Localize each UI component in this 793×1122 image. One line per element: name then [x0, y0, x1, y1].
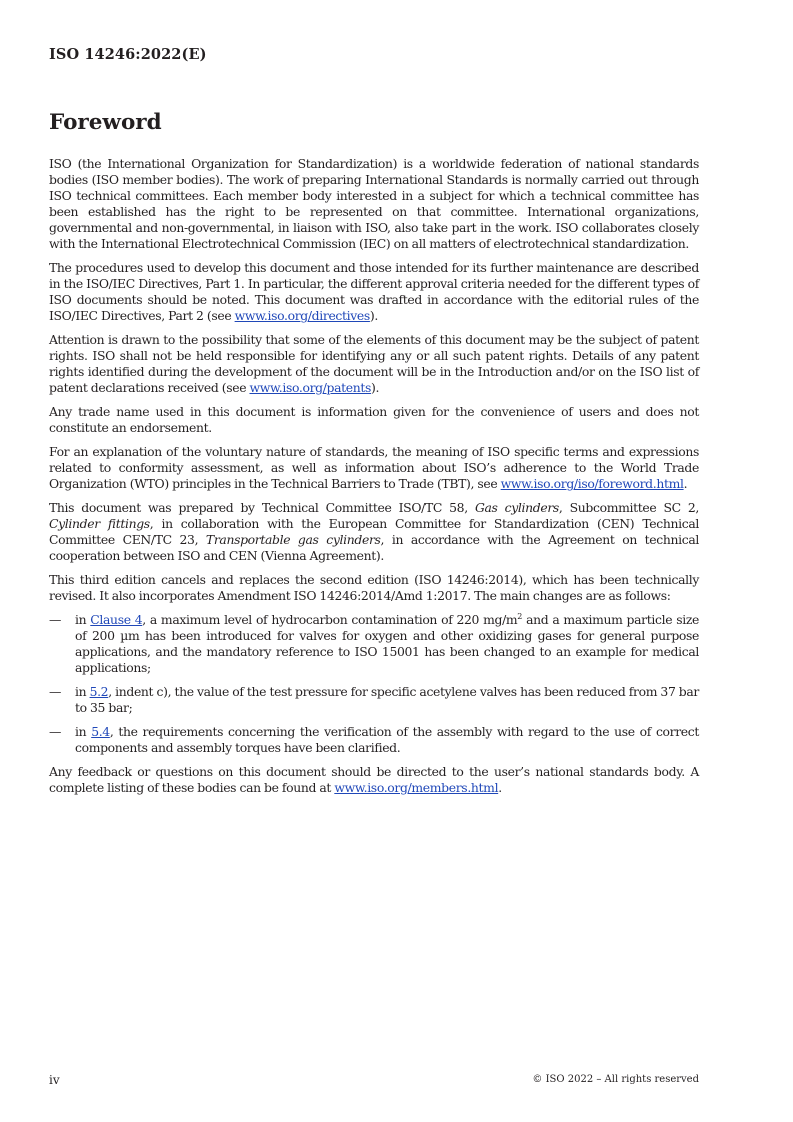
copyright-notice: © ISO 2022 – All rights reserved — [532, 1074, 699, 1085]
members-link[interactable]: www.iso.org/members.html — [334, 780, 499, 795]
directives-link[interactable]: www.iso.org/directives — [234, 308, 370, 323]
paragraph-voluntary-nature: For an explanation of the voluntary nature of standards, the meaning of ISO specific terms and expressions related to conformity assessment, as well as information about ISO’s adherence to the World Trade Organization (WTO) principles in the Technical Barriers to Trade (TBT), see www.iso.org/iso/foreword.html. — [49, 444, 699, 491]
change-list-item: — in 5.4, the requirements concerning the verification of the assembly with regard to the use of correct components and assembly torques have been clarified. — [49, 724, 699, 755]
paragraph-procedures: The procedures used to develop this document and those intended for its further maintenance are described in the ISO/IEC Directives, Part 1. In particular, the different approval criteria needed for the different types of ISO documents should be noted. This document was drafted in accordance with the editorial rules of the ISO/IEC Directives, Part 2 (see www.iso.org/directives). — [49, 260, 699, 323]
paragraph-patents: Attention is drawn to the possibility that some of the elements of this document may be the subject of patent rights. ISO shall not be held responsible for identifying any or all such patent rights. Details of any patent rights identified during the development of the document will be in the Introduction and/or on the ISO list of patent declarations received (see www.iso.org/patents). — [49, 332, 699, 395]
paragraph-committee: This document was prepared by Technical Committee ISO/TC 58, Gas cylinders, Subcommittee SC 2, Cylinder fittings, in collaboration with the European Committee for Standardization (CEN) Technical Committee CEN/TC 23, Transportable gas cylinders, in accordance with the Agreement on technical cooperation between ISO and CEN (Vienna Agreement). — [49, 500, 700, 563]
patents-link[interactable]: www.iso.org/patents — [249, 380, 372, 395]
change-list-item: — in 5.2, indent c), the value of the test pressure for specific acetylene valves has been reduced from 37 bar to 35 bar; — [49, 684, 699, 715]
section-5-4-link[interactable]: 5.4 — [91, 724, 110, 739]
dash-marker: — — [49, 724, 62, 739]
foreword-body — [49, 156, 699, 804]
dash-marker: — — [49, 612, 62, 627]
page-number: iv — [49, 1073, 60, 1087]
page-title: Foreword — [49, 110, 162, 135]
clause-4-link[interactable]: Clause 4 — [90, 612, 143, 627]
dash-marker: — — [49, 684, 62, 699]
section-5-2-link[interactable]: 5.2 — [89, 684, 109, 699]
paragraph-trade-name: Any trade name used in this document is information given for the convenience of users and does not constitute an endorsement. — [49, 404, 699, 435]
document-id-header: ISO 14246:2022(E) — [49, 46, 207, 63]
foreword-info-link[interactable]: www.iso.org/iso/foreword.html — [500, 476, 684, 491]
change-list-item: — in Clause 4, a maximum level of hydrocarbon contamination of 220 $mg/m^2$ and a maximum particle size of 200 µm has been introduced for valves for oxygen and other oxidizing gases for general purpose applications, and the mandatory reference to ISO 15001 has been changed to an example for medical applications; — [49, 612, 699, 675]
paragraph-edition: This third edition cancels and replaces the second edition (ISO 14246:2014), which has been technically revised. It also incorporates Amendment ISO 14246:2014/Amd 1:2017. The main changes are as follows: — [49, 572, 699, 603]
paragraph-iso-overview: ISO (the International Organization for Standardization) is a worldwide federation of national standards bodies (ISO member bodies). The work of preparing International Standards is normally carried out through ISO technical committees. Each member body interested in a subject for which a technical committee has been established has the right to be represented on that committee. International organizations, governmental and non-governmental, in liaison with ISO, also take part in the work. ISO collaborates closely with the International Electrotechnical Commission (IEC) on all matters of electrotechnical standardization. — [49, 156, 699, 251]
paragraph-feedback: Any feedback or questions on this document should be directed to the user’s national standards body. A complete listing of these bodies can be found at www.iso.org/members.html. — [49, 764, 699, 795]
